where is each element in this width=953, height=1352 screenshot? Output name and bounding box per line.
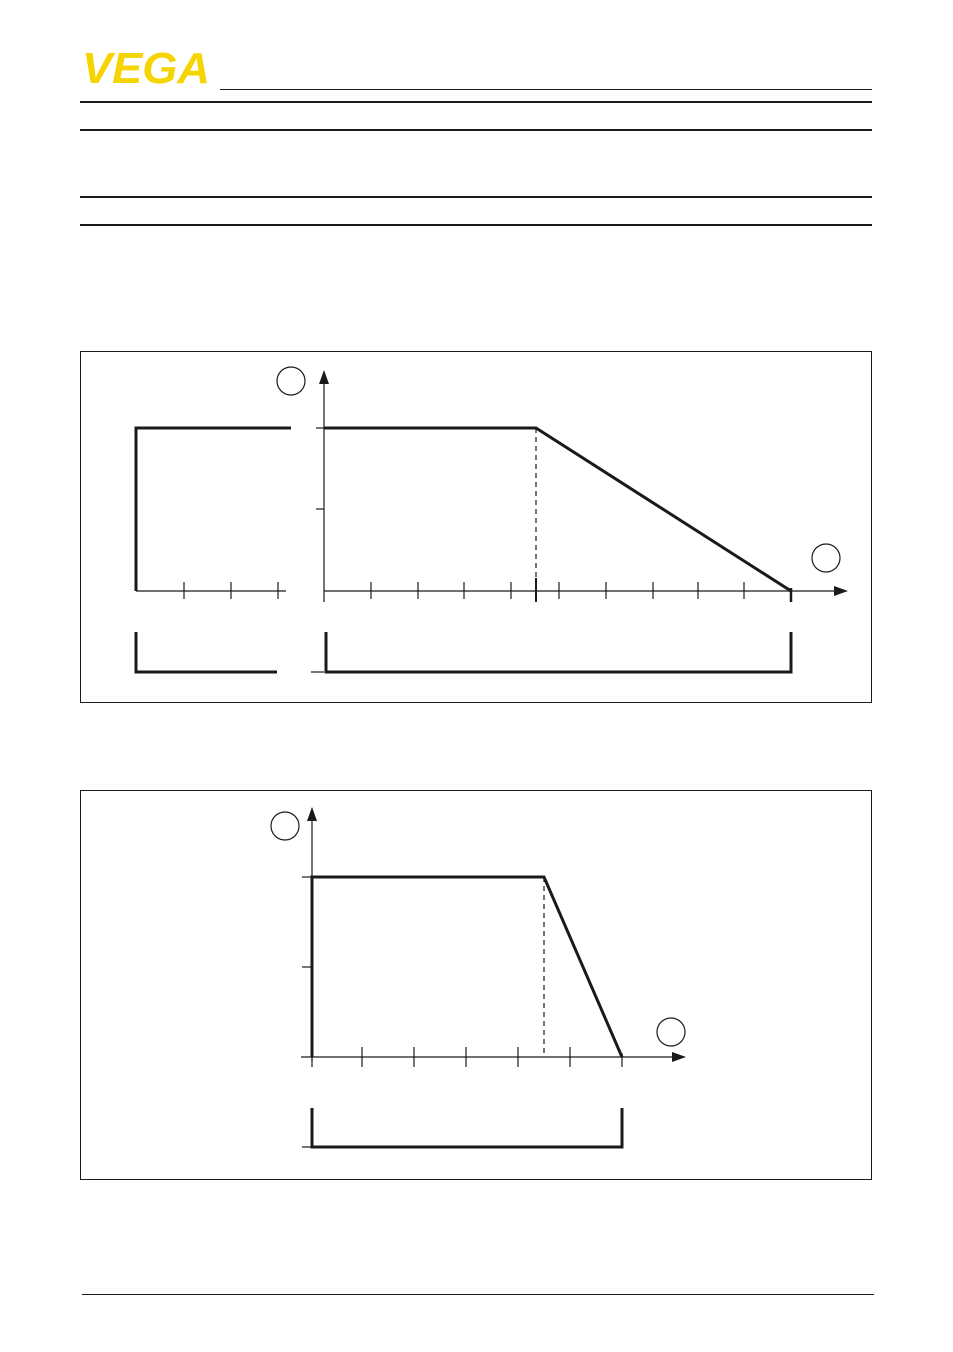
fig1-callout-x	[812, 544, 840, 572]
header-rule-2	[80, 129, 872, 131]
header-thin-rule	[220, 89, 872, 90]
section-rule-1	[80, 196, 872, 198]
footer-rule	[82, 1294, 874, 1295]
figure-2-frame	[80, 790, 872, 1180]
fig2-derating-curve	[312, 877, 622, 1057]
fig2-callout-x	[657, 1018, 685, 1046]
vega-logo-text: VEGA	[82, 50, 210, 86]
figure-1-diagram	[81, 352, 873, 704]
fig2-callout-y	[271, 812, 299, 840]
fig1-left-bracket	[136, 632, 277, 672]
vega-logo	[82, 50, 212, 86]
fig1-left-step-line	[136, 428, 291, 591]
section-rule-2	[80, 224, 872, 226]
fig1-derating-curve	[324, 428, 791, 591]
fig2-bracket	[312, 1108, 622, 1147]
figure-2-diagram	[81, 791, 873, 1181]
header-rule-1	[80, 101, 872, 103]
fig1-callout-y	[277, 367, 305, 395]
fig1-right-bracket	[326, 632, 791, 672]
figure-1-frame	[80, 351, 872, 703]
